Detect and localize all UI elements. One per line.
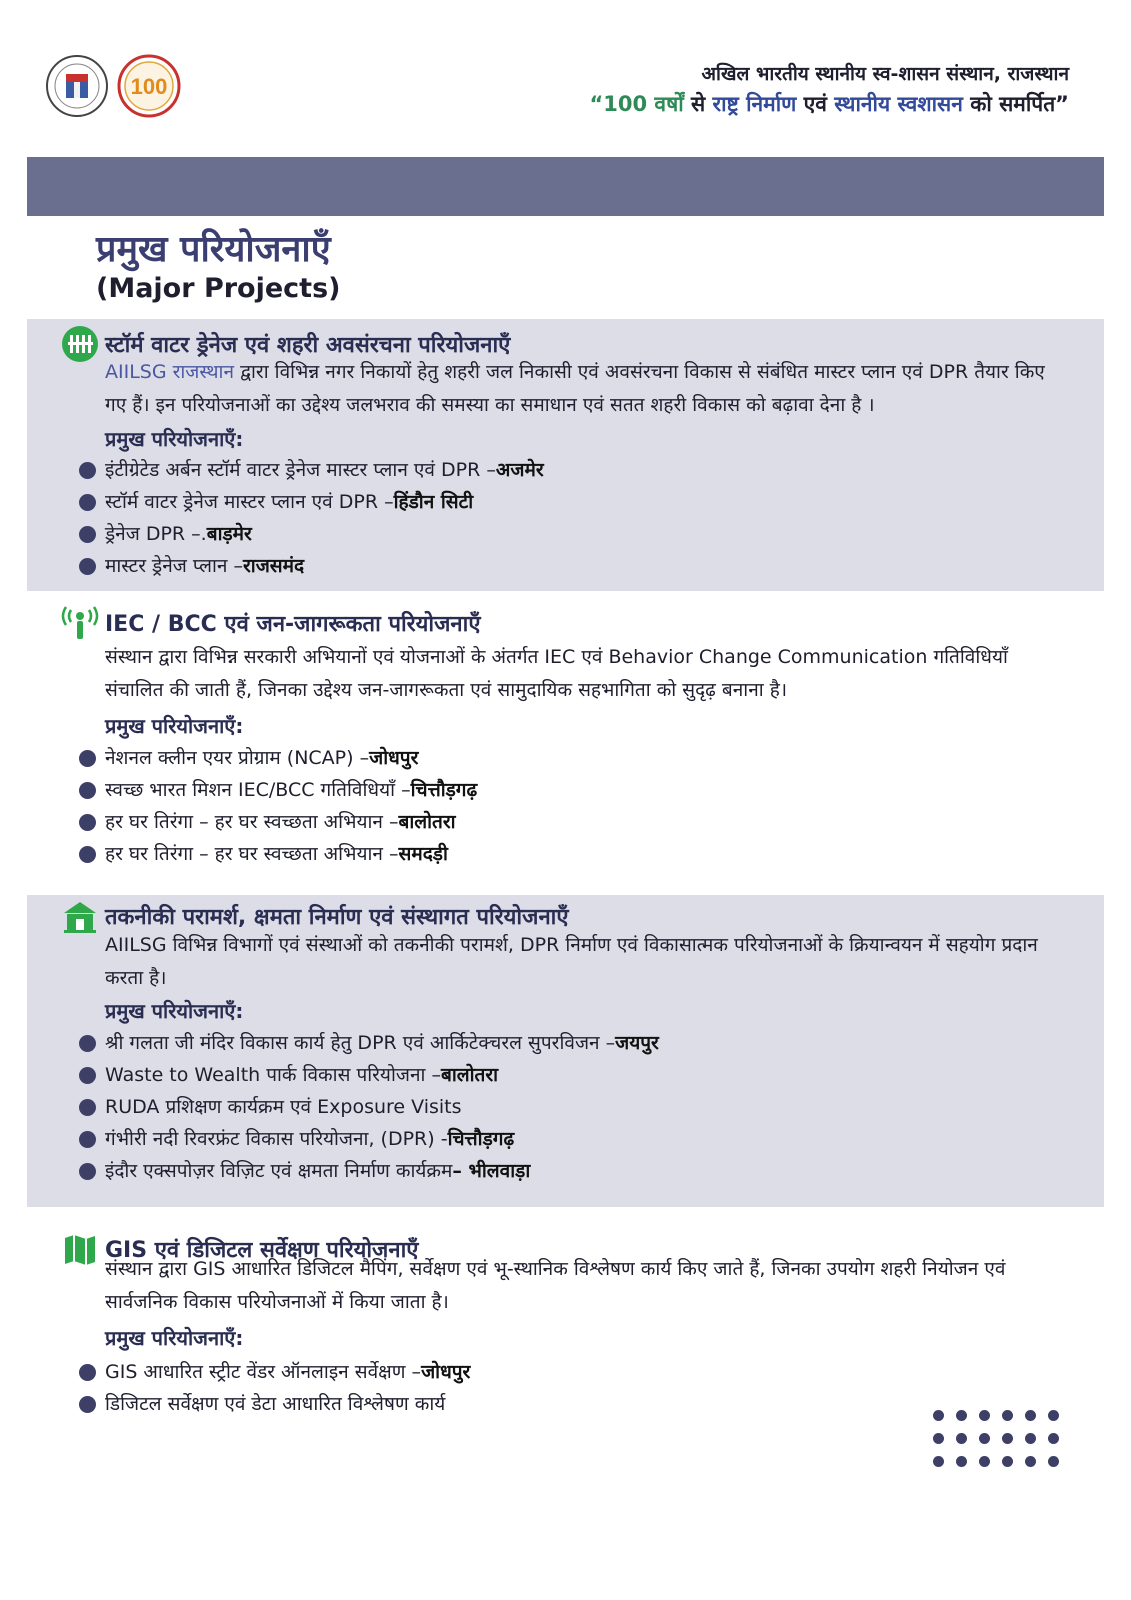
bullet-icon <box>79 1035 96 1052</box>
tagline-text: को समर्पित” <box>962 92 1069 116</box>
section-description: संस्थान द्वारा GIS आधारित डिजिटल मैपिंग, सर्वेक्षण एवं भू-स्थानिक विश्लेषण कार्य किए जाते हैं, जिनका उपयोग शहरी नियोजन एवं सार्वजनिक विकास परियोजनाओं में किया जाता है। <box>105 1258 1006 1313</box>
aiilsg-highlight: AIILSG राजस्थान <box>105 361 235 383</box>
major-projects-subheading: प्रमुख परियोजनाएँ: <box>105 714 244 738</box>
item-text: नेशनल क्लीन एयर प्रोग्राम (NCAP) – <box>105 747 370 769</box>
section-title: GIS एवं डिजिटल सर्वेक्षण परियोजनाएँ <box>105 1238 419 1263</box>
organization-name: अखिल भारतीय स्थानीय स्व-शासन संस्थान, राजस्थान <box>701 63 1069 85</box>
institution-building-icon <box>61 897 99 935</box>
tagline-text: एवं <box>796 92 835 116</box>
major-projects-subheading: प्रमुख परियोजनाएँ: <box>105 999 244 1023</box>
item-place: अजमेर <box>495 459 544 481</box>
bullet-icon <box>79 462 96 479</box>
dot <box>1025 1433 1036 1444</box>
dot <box>1025 1456 1036 1467</box>
project-list <box>79 1356 470 1420</box>
tagline-text: से <box>683 92 713 116</box>
list-item <box>79 550 544 582</box>
dot <box>1048 1433 1059 1444</box>
item-place: बालोतरा <box>398 811 456 833</box>
section-description: संस्थान द्वारा विभिन्न सरकारी अभियानों एवं योजनाओं के अंतर्गत IEC एवं Behavior Change Communication गतिविधियाँ संचालित की जाती हैं, जिनका उद्देश्य जन-जागरूकता एवं सामुदायिक सहभागिता को सुदृढ़ बनाना है। <box>105 646 1008 701</box>
dot <box>933 1433 944 1444</box>
header-logos <box>44 50 182 122</box>
bullet-icon <box>79 1067 96 1084</box>
list-item <box>79 1091 659 1123</box>
list-item <box>79 774 477 806</box>
bullet-icon <box>79 1163 96 1180</box>
item-text: इंदौर एक्सपोज़र विज़िट एवं क्षमता निर्माण कार्यक्रम <box>105 1160 453 1182</box>
dot <box>1002 1456 1013 1467</box>
section-title: स्टॉर्म वाटर ड्रेनेज एवं शहरी अवसंरचना परियोजनाएँ <box>105 333 511 358</box>
list-item <box>79 1155 659 1187</box>
item-place: समदड़ी <box>398 843 448 865</box>
item-place: – भीलवाड़ा <box>452 1160 531 1182</box>
item-text: श्री गलता जी मंदिर विकास कार्य हेतु DPR एवं आर्किटेक्चरल सुपरविजन – <box>105 1032 616 1054</box>
item-text: इंटीग्रेटेड अर्बन स्टॉर्म वाटर ड्रेनेज मास्टर प्लान एवं DPR – <box>105 459 496 481</box>
item-place: राजसमंद <box>243 555 305 577</box>
aiilsg-emblem-logo <box>44 50 110 122</box>
dot <box>979 1410 990 1421</box>
bullet-icon <box>79 782 96 799</box>
dot <box>956 1456 967 1467</box>
page-title <box>96 228 341 306</box>
item-text: डिजिटल सर्वेक्षण एवं डेटा आधारित विश्लेषण कार्य <box>105 1393 446 1415</box>
list-item <box>79 1027 659 1059</box>
dot <box>1048 1410 1059 1421</box>
item-place: चित्तौड़गढ़ <box>410 779 478 801</box>
dot <box>1048 1456 1059 1467</box>
item-place: बालोतरा <box>440 1064 499 1086</box>
bullet-icon <box>79 1131 96 1148</box>
bullet-icon <box>79 846 96 863</box>
major-projects-subheading: प्रमुख परियोजनाएँ: <box>105 427 244 451</box>
tagline-100-years: “100 वर्षों <box>589 92 684 116</box>
dot <box>1025 1410 1036 1421</box>
item-text: हर घर तिरंगा – हर घर स्वच्छता अभियान – <box>105 843 399 865</box>
description-text: द्वारा विभिन्न नगर निकायों हेतु शहरी जल निकासी एवं अवसंरचना विकास से संबंधित मास्टर प्लान एवं DPR तैयार किए गए हैं। इन परियोजनाओं का उद्देश्य जलभराव की समस्या का समाधान एवं सतत शहरी विकास को बढ़ावा देना है । <box>105 361 1045 416</box>
item-text: Waste to Wealth पार्क विकास परियोजना – <box>105 1064 441 1086</box>
item-text: GIS आधारित स्ट्रीट वेंडर ऑनलाइन सर्वेक्षण – <box>105 1361 422 1383</box>
page-title-hindi: प्रमुख परियोजनाएँ <box>96 229 331 270</box>
list-item <box>79 1123 659 1155</box>
centenary-100-logo <box>116 50 182 122</box>
item-text: मास्टर ड्रेनेज प्लान – <box>105 555 243 577</box>
bullet-icon <box>79 1364 96 1381</box>
dot <box>979 1456 990 1467</box>
list-item <box>79 518 544 550</box>
section-title: तकनीकी परामर्श, क्षमता निर्माण एवं संस्थागत परियोजनाएँ <box>105 905 569 930</box>
section-title: IEC / BCC एवं जन-जागरूकता परियोजनाएँ <box>105 612 481 637</box>
list-item <box>79 454 544 486</box>
project-list <box>79 742 477 870</box>
bullet-icon <box>79 558 96 575</box>
dot <box>1002 1410 1013 1421</box>
section-description <box>105 356 1065 422</box>
project-list <box>79 454 544 582</box>
section-description: AIILSG विभिन्न विभागों एवं संस्थाओं को तकनीकी परामर्श, DPR निर्माण एवं विकासात्मक परियोजनाओं के क्रियान्वयन में सहयोग प्रदान करता है। <box>105 934 1038 989</box>
item-text: गंभीरी नदी रिवरफ्रंट विकास परियोजना, (DPR) - <box>105 1128 448 1150</box>
list-item <box>79 742 477 774</box>
item-place: जयपुर <box>615 1032 659 1054</box>
header-text <box>589 60 1069 118</box>
bullet-icon <box>79 494 96 511</box>
dot <box>956 1410 967 1421</box>
page-title-english: (Major Projects) <box>96 273 341 304</box>
bullet-icon <box>79 1099 96 1116</box>
dot <box>956 1433 967 1444</box>
section-gis-survey <box>27 1222 1104 1442</box>
dot <box>979 1433 990 1444</box>
item-place: जोधपुर <box>369 747 419 769</box>
section-storm-water <box>27 319 1104 591</box>
tagline <box>589 90 1069 118</box>
major-projects-subheading: प्रमुख परियोजनाएँ: <box>105 1326 244 1350</box>
bullet-icon <box>79 750 96 767</box>
list-item <box>79 806 477 838</box>
bullet-icon <box>79 1396 96 1413</box>
list-item <box>79 486 544 518</box>
decorative-dot-grid <box>933 1410 1059 1467</box>
item-place: जोधपुर <box>421 1361 471 1383</box>
item-text: हर घर तिरंगा – हर घर स्वच्छता अभियान – <box>105 811 399 833</box>
bullet-icon <box>79 814 96 831</box>
drainage-grid-icon <box>61 325 99 363</box>
dot <box>1002 1433 1013 1444</box>
project-list <box>79 1027 659 1187</box>
section-iec-bcc <box>27 600 1104 885</box>
item-text: स्टॉर्म वाटर ड्रेनेज मास्टर प्लान एवं DPR – <box>105 491 394 513</box>
item-place: हिंडौन सिटी <box>393 491 474 513</box>
list-item <box>79 838 477 870</box>
item-text: RUDA प्रशिक्षण कार्यक्रम एवं Exposure Visits <box>105 1096 462 1118</box>
dot <box>933 1456 944 1467</box>
list-item <box>79 1059 659 1091</box>
map-icon <box>61 1230 99 1268</box>
list-item <box>79 1388 470 1420</box>
item-place: चित्तौड़गढ़ <box>447 1128 515 1150</box>
section-header <box>61 604 481 642</box>
item-text: ड्रेनेज DPR –. <box>105 523 207 545</box>
tagline-local-self-governance: स्थानीय स्वशासन <box>834 92 963 116</box>
item-place: बाड़मेर <box>206 523 252 545</box>
item-text: स्वच्छ भारत मिशन IEC/BCC गतिविधियाँ – <box>105 779 411 801</box>
dot <box>933 1410 944 1421</box>
section-technical-consulting <box>27 895 1104 1207</box>
header-banner <box>27 157 1104 216</box>
tagline-nation-building: राष्ट्र निर्माण <box>712 92 797 116</box>
bullet-icon <box>79 526 96 543</box>
svg-text:100: 100 <box>130 74 168 99</box>
list-item <box>79 1356 470 1388</box>
broadcast-person-icon <box>61 604 99 642</box>
